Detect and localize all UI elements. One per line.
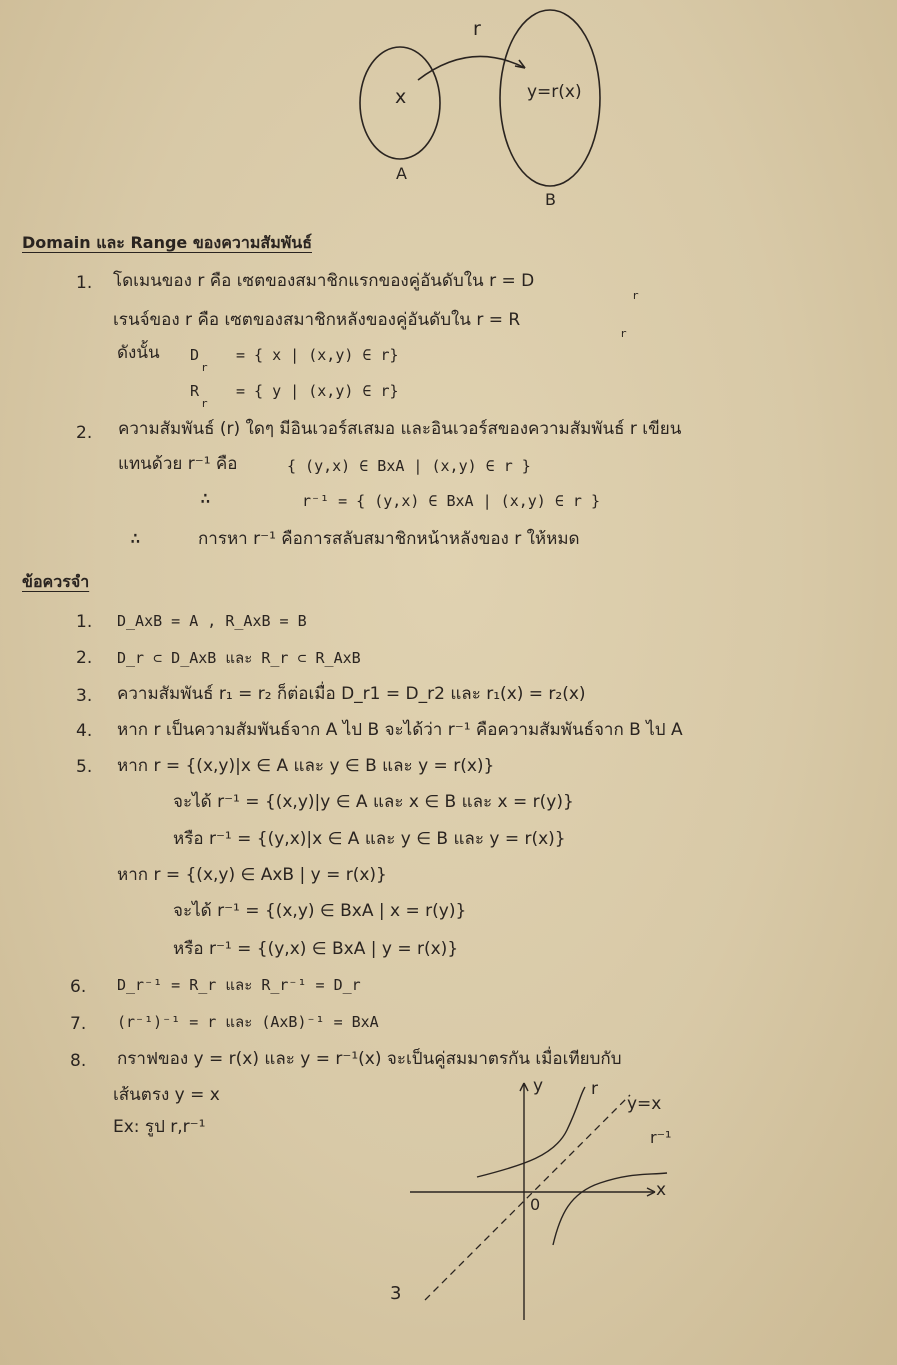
rule-5-alt-1: หรือ r⁻¹ = {(y,x)|x ∈ A และ y ∈ B และ y = r(x)} (173, 829, 566, 849)
line-y-equals-x (425, 1095, 630, 1300)
rule-8: กราฟของ y = r(x) และ y = r⁻¹(x) จะเป็นคู่สมมาตรกัน เมื่อเทียบกับ (117, 1049, 622, 1069)
section-title-domain-range: Domain และ Range ของความสัมพันธ์ (22, 233, 312, 252)
graph-x-label: x (656, 1180, 667, 1200)
rule-5-case-2: หาก r = {(x,y) ∈ AxB | y = r(x)} (117, 865, 387, 885)
inverse-set: { (y,x) ∈ BxA | (x,y) ∈ r } (287, 457, 531, 475)
set-b-label: B (545, 190, 556, 209)
dr-symbol: D (190, 346, 200, 364)
curve-inverse-label: r⁻¹ (650, 1128, 672, 1147)
graph-y-label: y (533, 1076, 544, 1096)
right-element: y=r(x) (527, 82, 582, 102)
rule-7: (r⁻¹)⁻¹ = r และ (AxB)⁻¹ = BxA (117, 1013, 379, 1031)
item-number: 7. (70, 1014, 87, 1034)
rule-4: หาก r เป็นความสัมพันธ์จาก A ไป B จะได้ว่า r⁻¹ คือความสัมพันธ์จาก B ไป A (117, 720, 683, 740)
subscript: r (632, 289, 639, 302)
item-number: 8. (70, 1051, 87, 1071)
item-number: 6. (70, 977, 87, 997)
left-element: x (395, 86, 407, 108)
rule-5-alt-2: หรือ r⁻¹ = {(y,x) ∈ BxA | y = r(x)} (173, 939, 459, 959)
arrow-label: r (473, 18, 481, 40)
rule-5-case-1: หาก r = {(x,y)|x ∈ A และ y ∈ B และ y = r(x)} (117, 756, 495, 776)
rule-6: D_r⁻¹ = R_r และ R_r⁻¹ = D_r (117, 976, 361, 994)
range-definition: เรนจ์ของ r คือ เซตของสมาชิกหลังของคู่อันดับใน r = R (113, 310, 521, 330)
therefore-symbol: ∴ (200, 488, 211, 509)
set-a-label: A (396, 164, 407, 183)
item-number: 2. (76, 648, 93, 668)
subscript: r (201, 397, 208, 410)
subscript: r (201, 361, 208, 374)
thus-label: ดังนั้น (117, 343, 160, 363)
curve-r-inverse (553, 1173, 667, 1245)
rule-8-line-yx: เส้นตรง y = x (113, 1085, 220, 1105)
curve-r-label: r (591, 1079, 598, 1099)
inverse-statement: ความสัมพันธ์ (r) ใดๆ มีอินเวอร์สเสมอ และอินเวอร์สของความสัมพันธ์ r เขียน (118, 419, 682, 439)
mapping-arrow (418, 56, 525, 80)
rule-3: ความสัมพันธ์ r₁ = r₂ ก็ต่อเมื่อ D_r1 = D_r2 และ r₁(x) = r₂(x) (117, 684, 586, 704)
domain-definition: โดเมนของ r คือ เซตของสมาชิกแรกของคู่อันดับใน r = D (113, 271, 535, 291)
rule-1: D_AxB = A , R_AxB = B (117, 612, 307, 630)
rr-symbol: R (190, 382, 200, 400)
rule-5-result-2: จะได้ r⁻¹ = {(x,y) ∈ BxA | x = r(y)} (173, 901, 467, 921)
item-number: 5. (76, 757, 93, 777)
section-title-remember: ข้อควรจำ (22, 572, 90, 591)
example-label: Ex: รูป r,r⁻¹ (113, 1117, 206, 1137)
item-number: 2. (76, 423, 93, 443)
inverse-formula: r⁻¹ = { (y,x) ∈ BxA | (x,y) ∈ r } (302, 492, 601, 510)
curve-r (477, 1087, 585, 1177)
item-number: 4. (76, 721, 93, 741)
page-number: 3 (390, 1283, 402, 1304)
inverse-notation: แทนด้วย r⁻¹ คือ (118, 454, 238, 474)
rule-5-result-1: จะได้ r⁻¹ = {(x,y)|y ∈ A และ x ∈ B และ x = r(y)} (173, 792, 574, 812)
dr-set: = { x | (x,y) ∈ r} (236, 346, 399, 364)
graph-origin-label: 0 (530, 1195, 541, 1214)
rule-2: D_r ⊂ D_AxB และ R_r ⊂ R_AxB (117, 649, 361, 667)
therefore-symbol: ∴ (130, 528, 141, 549)
rr-set: = { y | (x,y) ∈ r} (236, 382, 399, 400)
inverse-method: การหา r⁻¹ คือการสลับสมาชิกหน้าหลังของ r ให้หมด (198, 529, 580, 549)
item-number: 1. (76, 273, 93, 293)
subscript: r (620, 327, 627, 340)
item-number: 3. (76, 686, 93, 706)
line-yx-label: y=x (627, 1094, 662, 1114)
item-number: 1. (76, 612, 93, 632)
